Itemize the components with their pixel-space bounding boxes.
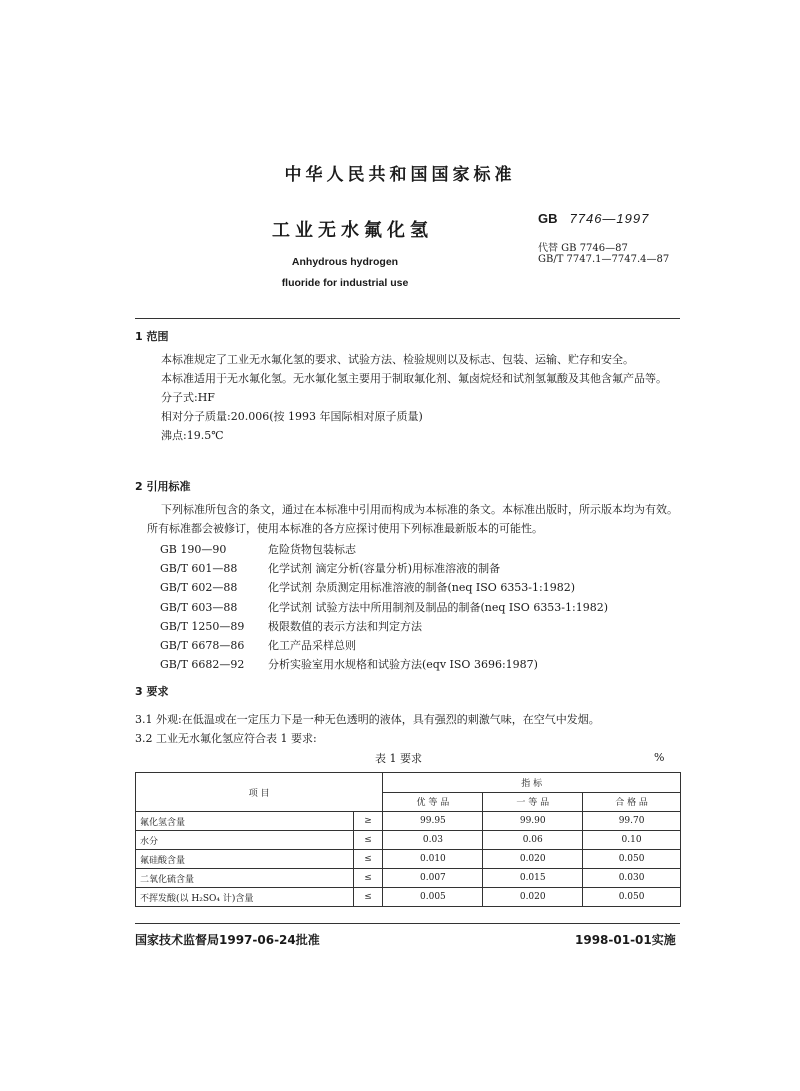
- section-2-body: [147, 500, 687, 538]
- replaces-line2: GB/T 7747.1—7747.4—87: [538, 254, 670, 265]
- table-header-item: 项 目: [136, 773, 383, 812]
- footer-divider: [135, 923, 680, 924]
- table-unit: %: [654, 751, 665, 764]
- section-1-formula: 分子式:HF: [161, 391, 215, 404]
- section-2-p1: 下列标准所包含的条文，通过在本标准中引用而构成为本标准的条文。本标准出版时，所示版本均为有效。所有标准都会被修订，使用本标准的各方应探讨使用下列标准最新版本的可能性。: [147, 503, 678, 535]
- approval-date: 国家技术监督局1997-06-24批准: [135, 933, 320, 947]
- table-caption: 表 1 要求: [375, 752, 422, 765]
- section-1-p1: 本标准规定了工业无水氟化氢的要求、试验方法、检验规则以及标志、包装、运输、贮存和安全。: [161, 353, 634, 366]
- section-1-bp: 沸点:19.5℃: [161, 429, 224, 442]
- table-row: 水分 ≤ 0.03 0.06 0.10: [136, 831, 681, 850]
- reference-item: GB/T 1250—89 极限数值的表示方法和判定方法: [160, 619, 422, 633]
- table-header-index: 指 标: [383, 773, 681, 793]
- section-1-mass: 相对分子质量:20.006(按 1993 年国际相对原子质量): [161, 410, 423, 423]
- effective-date: 1998-01-01实施: [575, 933, 676, 947]
- standard-title-cn: 工业无水氟化氢: [272, 220, 433, 241]
- grade-superior: 优 等 品: [383, 792, 483, 812]
- grade-first: 一 等 品: [483, 792, 583, 812]
- section-3-1: 3.1 外观:在低温或在一定压力下是一种无色透明的液体，具有强烈的刺激气味，在空气中发烟。: [135, 713, 600, 726]
- reference-item: GB/T 601—88 化学试剂 滴定分析(容量分析)用标准溶液的制备: [160, 562, 501, 576]
- replaces-line1: 代替 GB 7746—87: [538, 243, 628, 254]
- grade-qualified: 合 格 品: [583, 792, 681, 812]
- section-3-heading: 3 要求: [135, 685, 169, 698]
- title-en-line1: Anhydrous hydrogen: [291, 256, 399, 268]
- standard-title-en: [250, 252, 440, 294]
- header-divider: [135, 318, 680, 319]
- requirements-table: [135, 772, 681, 907]
- section-1-heading: 1 范围: [135, 330, 169, 343]
- reference-item: GB/T 602—88 化学试剂 杂质测定用标准溶液的制备(neq ISO 6353-1:1982): [160, 581, 576, 595]
- gb-number: 7746—1997: [569, 211, 650, 226]
- reference-item: GB/T 6682—92 分析实验室用水规格和试验方法(eqv ISO 3696:1987): [160, 658, 538, 672]
- section-1-p2: 本标准适用于无水氟化氢。无水氟化氢主要用于制取氟化剂、氟卤烷烃和试剂氢氟酸及其他含氟产品等。: [161, 372, 667, 385]
- reference-item: GB 190—90 危险货物包装标志: [160, 543, 356, 556]
- table-row: 氟硅酸含量 ≤ 0.010 0.020 0.050: [136, 850, 681, 869]
- table-row: 不挥发酸(以 H₂SO₄ 计)含量 ≤ 0.005 0.020 0.050: [136, 888, 681, 907]
- section-1-body: [147, 350, 687, 445]
- replaces-block: [538, 243, 669, 265]
- national-standard-heading: 中华人民共和国国家标准: [284, 165, 516, 185]
- gb-prefix: GB: [538, 211, 558, 226]
- reference-item: GB/T 603—88 化学试剂 试验方法中所用制剂及制品的制备(neq ISO 6353-1:1982): [160, 600, 609, 614]
- table-row: 氟化氢含量 ≥ 99.95 99.90 99.70: [136, 812, 681, 831]
- reference-list: [160, 540, 608, 674]
- reference-item: GB/T 6678—86 化工产品采样总则: [160, 639, 356, 653]
- gb-code: [538, 211, 649, 226]
- section-3-2: 3.2 工业无水氟化氢应符合表 1 要求:: [135, 732, 317, 745]
- title-en-line2: fluoride for industrial use: [281, 277, 409, 289]
- section-2-heading: 2 引用标准: [135, 480, 191, 493]
- table-row: 二氧化硫含量 ≤ 0.007 0.015 0.030: [136, 869, 681, 888]
